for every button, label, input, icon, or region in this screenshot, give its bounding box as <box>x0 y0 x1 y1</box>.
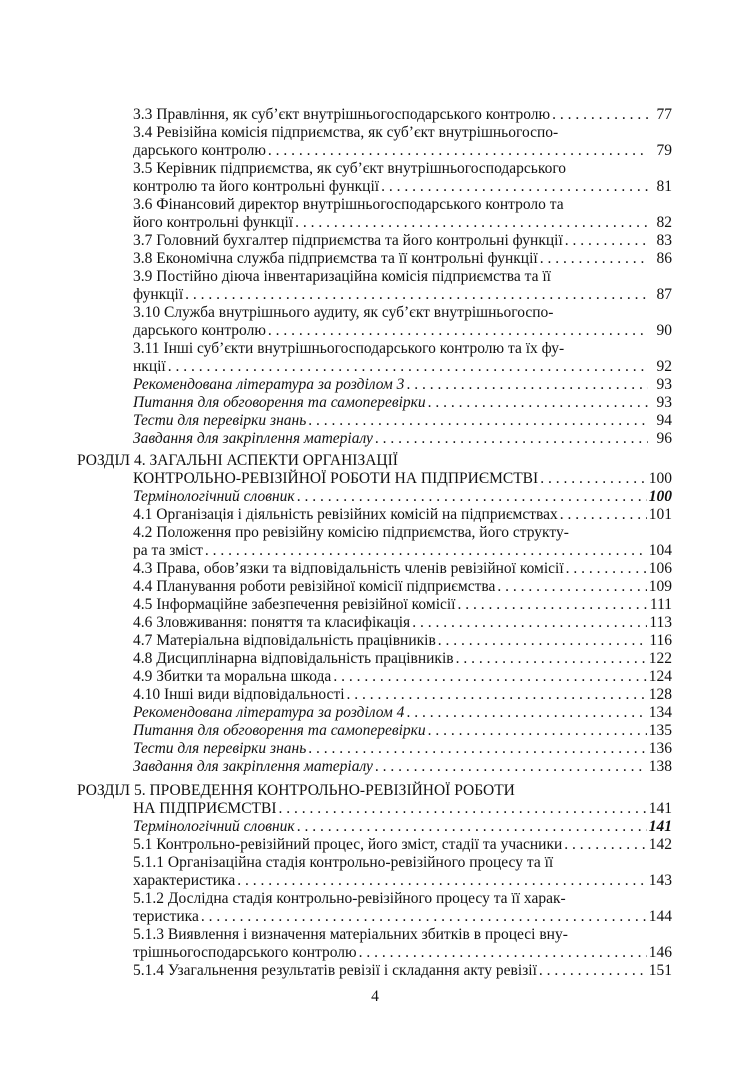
dot-leader <box>540 470 647 488</box>
dot-leader <box>333 668 646 686</box>
toc-entry-title: 5.1.4 Узагальнення результатів ревізії і складання акту ревізії <box>133 962 537 979</box>
toc-entry <box>133 758 672 776</box>
toc-entry-page: 109 <box>648 578 672 595</box>
toc-entry <box>133 614 672 632</box>
dot-leader <box>564 836 646 854</box>
dot-leader <box>375 758 647 776</box>
toc-entry <box>133 304 672 322</box>
toc-entry <box>133 926 672 944</box>
dot-leader <box>566 560 647 578</box>
toc-entry-page: 92 <box>656 358 672 375</box>
toc-entry-title: функції <box>133 286 184 303</box>
toc-entry <box>133 890 672 908</box>
dot-leader <box>458 596 648 614</box>
toc-entry-title: КОНТРОЛЬНО-РЕВІЗІЙНОЇ РОБОТИ НА ПІДПРИЄМСТВІ <box>133 470 539 487</box>
toc-entry-page: 143 <box>648 872 672 889</box>
toc-entry-title: нкції <box>133 358 166 375</box>
toc-entry-page: 79 <box>656 142 672 159</box>
toc-entry-title: Тести для перевірки знань <box>133 412 307 429</box>
toc-entry <box>133 650 672 668</box>
dot-leader <box>428 722 647 740</box>
dot-leader <box>297 818 647 836</box>
dot-leader <box>308 740 646 758</box>
dot-leader <box>381 178 648 196</box>
toc-entry-page: 136 <box>648 740 672 757</box>
toc-entry <box>133 286 672 304</box>
toc-entry <box>133 740 672 758</box>
toc-entry <box>133 578 672 596</box>
dot-leader <box>565 232 648 250</box>
dot-leader <box>205 542 647 560</box>
toc-entry-title: 3.10 Служба внутрішнього аудиту, як суб’єкт внутрішньогоспо- <box>133 304 554 321</box>
toc-entry-page: 90 <box>656 322 672 339</box>
toc-entry <box>133 412 672 430</box>
toc-entry-page: 144 <box>648 908 672 925</box>
toc-entry-page: 124 <box>648 668 672 685</box>
toc-entry-title: 4.8 Дисциплінарна відповідальність працівників <box>133 650 454 667</box>
toc-section-heading <box>77 782 672 800</box>
toc-entry <box>133 908 672 926</box>
toc-entry <box>133 506 672 524</box>
toc-entry-page: 100 <box>648 488 672 505</box>
toc-entry-title: характеристика <box>133 872 236 889</box>
toc-entry-title: 4.5 Інформаційне забезпечення ревізійної комісії <box>133 596 456 613</box>
toc-entry-title: 5.1.1 Організаційна стадія контрольно-ревізійного процесу та її <box>133 854 554 871</box>
toc-entry-page: 138 <box>648 758 672 775</box>
dot-leader <box>497 578 646 596</box>
dot-leader <box>237 872 647 890</box>
dot-leader <box>438 632 648 650</box>
toc-entry <box>133 962 672 980</box>
toc-entry <box>133 704 672 722</box>
toc-entry <box>133 196 672 214</box>
toc-entry <box>133 686 672 704</box>
toc-entry <box>133 722 672 740</box>
dot-leader <box>359 944 647 962</box>
dot-leader <box>428 394 648 412</box>
toc-entry-page: 146 <box>648 944 672 961</box>
toc-entry-page: 135 <box>648 722 672 739</box>
toc-entry-title: 3.3 Правління, як суб’єкт внутрішньогосподарського контролю <box>133 106 551 123</box>
toc-entry <box>133 430 672 448</box>
dot-leader <box>201 908 647 926</box>
dot-leader <box>412 614 647 632</box>
toc-entry-title: Питання для обговорення та самоперевірки <box>133 394 426 411</box>
toc-entry <box>133 340 672 358</box>
toc-entry-page: 83 <box>656 232 672 249</box>
toc-entry-title: 4.10 Інші види відповідальності <box>133 686 345 703</box>
toc-entry-page: 113 <box>649 614 672 631</box>
toc-entry-title: 5.1 Контрольно-ревізійний процес, його зміст, стадії та учасники <box>133 836 563 853</box>
toc-entry-page: 77 <box>656 106 672 123</box>
toc-entry-title: дарського контролю <box>133 142 266 159</box>
toc-entry <box>133 854 672 872</box>
toc-entry-title: ра та зміст <box>133 542 203 559</box>
toc-entry-title: 4.2 Положення про ревізійну комісію підприємства, його структу- <box>133 524 569 541</box>
toc-entry-title: трішньогосподарського контролю <box>133 944 357 961</box>
toc-entry <box>133 668 672 686</box>
toc-entry-title: НА ПІДПРИЄМСТВІ <box>133 800 277 817</box>
toc-entry <box>133 596 672 614</box>
toc-entry-title: Питання для обговорення та самоперевірки <box>133 722 426 739</box>
toc-entry-page: 96 <box>656 430 672 447</box>
dot-leader <box>279 800 647 818</box>
toc-entry <box>133 322 672 340</box>
toc-entry-title: 4.3 Права, обов’язки та відповідальність членів ревізійної комісії <box>133 560 564 577</box>
toc-entry <box>133 160 672 178</box>
toc-entry-page: 93 <box>656 376 672 393</box>
dot-leader <box>456 650 647 668</box>
toc-entry <box>133 106 672 124</box>
toc-entry-page: 93 <box>656 394 672 411</box>
dot-leader <box>375 430 648 448</box>
toc-entry-title: дарського контролю <box>133 322 266 339</box>
toc-entry <box>133 358 672 376</box>
toc-entry-page: 101 <box>648 506 672 523</box>
toc-entry <box>133 560 672 578</box>
dot-leader <box>540 250 648 268</box>
toc-entry <box>133 250 672 268</box>
toc-entry-page: 87 <box>656 286 672 303</box>
toc-entry <box>133 470 672 488</box>
toc-entry-page: 106 <box>648 560 672 577</box>
toc-entry <box>133 178 672 196</box>
toc-entry <box>133 542 672 560</box>
toc-entry-page: 82 <box>656 214 672 231</box>
dot-leader <box>295 214 648 232</box>
toc-entry-title: РОЗДІЛ 5. ПРОВЕДЕННЯ КОНТРОЛЬНО-РЕВІЗІЙНОЇ РОБОТИ <box>77 782 515 799</box>
toc-entry-title: його контрольні функції <box>133 214 294 231</box>
dot-leader <box>560 506 647 524</box>
toc-entry-title: 3.9 Постійно діюча інвентаризаційна комісія підприємства та її <box>133 268 551 285</box>
dot-leader <box>308 412 648 430</box>
toc-entry <box>133 944 672 962</box>
dot-leader <box>406 704 646 722</box>
toc-entry-page: 141 <box>648 818 672 835</box>
toc-entry-title: контролю та його контрольні функції <box>133 178 380 195</box>
toc-entry <box>133 376 672 394</box>
toc-entry-page: 151 <box>648 962 672 979</box>
toc-entry <box>133 394 672 412</box>
toc-entry-page: 122 <box>648 650 672 667</box>
toc-entry-page: 94 <box>656 412 672 429</box>
toc-entry-title: теристика <box>133 908 199 925</box>
toc-entry <box>133 268 672 286</box>
toc-entry-title: 5.1.3 Виявлення і визначення матеріальних збитків в процесі вну- <box>133 926 568 943</box>
dot-leader <box>297 488 647 506</box>
dot-leader <box>168 358 648 376</box>
toc-entry-title: Рекомендована література за розділом 4 <box>133 704 405 721</box>
toc-entry <box>133 142 672 160</box>
dot-leader <box>552 106 648 124</box>
toc-section-heading <box>77 452 672 470</box>
toc-entry-page: 128 <box>648 686 672 703</box>
toc-entry <box>133 818 672 836</box>
toc-entry-page: 111 <box>649 596 672 613</box>
page-number: 4 <box>371 988 379 1005</box>
toc-entry <box>133 872 672 890</box>
dot-leader <box>268 322 648 340</box>
toc-entry-title: 4.7 Матеріальна відповідальність працівників <box>133 632 436 649</box>
toc-entry-title: Термінологічний словник <box>133 818 295 835</box>
dot-leader <box>347 686 647 704</box>
toc-entry-title: 3.5 Керівник підприємства, як суб’єкт внутрішньогосподарського <box>133 160 567 177</box>
toc-entry-title: 3.6 Фінансовий директор внутрішньогосподарського контроло та <box>133 196 564 213</box>
toc-entry-page: 104 <box>648 542 672 559</box>
toc-entry-title: 3.7 Головний бухгалтер підприємства та його контрольні функції <box>133 232 563 249</box>
toc-entry <box>133 214 672 232</box>
toc-entry-page: 116 <box>649 632 672 649</box>
toc-entry <box>133 232 672 250</box>
toc-entry-title: 4.4 Планування роботи ревізійної комісії підприємства <box>133 578 496 595</box>
toc-entry-title: 4.9 Збитки та моральна шкода <box>133 668 332 685</box>
toc-entry-page: 81 <box>656 178 672 195</box>
dot-leader <box>268 142 648 160</box>
toc-entry-title: Тести для перевірки знань <box>133 740 307 757</box>
toc-entry <box>133 836 672 854</box>
toc-entry-title: РОЗДІЛ 4. ЗАГАЛЬНІ АСПЕКТИ ОРГАНІЗАЦІЇ <box>77 452 398 469</box>
toc-entry-title: 4.6 Зловживання: поняття та класифікація <box>133 614 411 631</box>
toc-entry <box>133 800 672 818</box>
toc-entry-title: Термінологічний словник <box>133 488 295 505</box>
toc-entry-title: 4.1 Організація і діяльність ревізійних комісій на підприємствах <box>133 506 558 523</box>
dot-leader <box>539 962 647 980</box>
toc-entry-page: 100 <box>648 470 672 487</box>
toc-entry <box>133 488 672 506</box>
toc-entry <box>133 124 672 142</box>
toc-entry-title: 3.11 Інші суб’єкти внутрішньогосподарського контролю та їх фу- <box>133 340 565 357</box>
toc-entry-title: Рекомендована література за розділом 3 <box>133 376 405 393</box>
toc-entry-page: 134 <box>648 704 672 721</box>
toc-entry <box>133 632 672 650</box>
dot-leader <box>406 376 648 394</box>
toc-entry-title: 3.4 Ревізійна комісія підприємства, як суб’єкт внутрішньогоспо- <box>133 124 559 141</box>
dot-leader <box>185 286 648 304</box>
toc-entry-page: 142 <box>648 836 672 853</box>
toc-entry-title: 3.8 Економічна служба підприємства та її контрольні функції <box>133 250 538 267</box>
toc-entry-title: Завдання для закріплення матеріалу <box>133 430 373 447</box>
toc-entry-title: Завдання для закріплення матеріалу <box>133 758 373 775</box>
toc-entry <box>133 524 672 542</box>
toc-entry-title: 5.1.2 Дослідна стадія контрольно-ревізійного процесу та її харак- <box>133 890 566 907</box>
toc-entry-page: 86 <box>656 250 672 267</box>
toc-entry-page: 141 <box>648 800 672 817</box>
